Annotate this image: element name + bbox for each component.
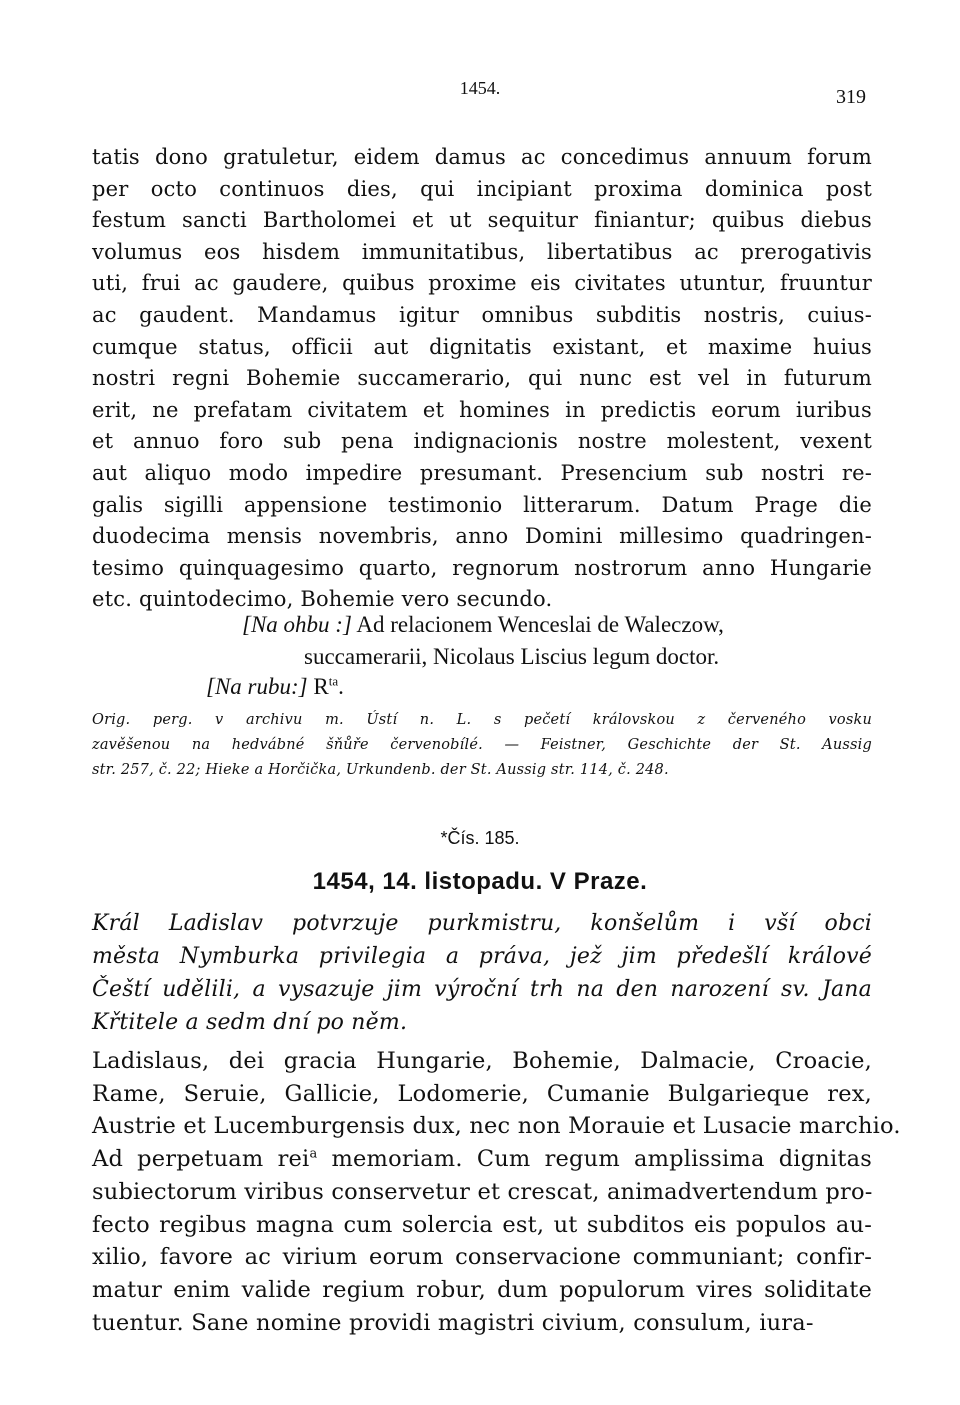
charter-text-line: tatis dono gratuletur, eidem damus ac concedimus annuum forum [92, 145, 872, 169]
page-number: 319 [836, 86, 866, 108]
charter-text-line: Ladislaus, dei gracia Hungarie, Bohemie, Dalmacie, Croacie, [92, 1048, 872, 1074]
regest-line: Čeští udělili, a vysazuje jim výroční trh na den narození sv. Jana [92, 977, 872, 1002]
source-note-line: zavěšenou na hedvábné šňůře červenobílé. — Feistner, Geschichte der St. Aussig [92, 737, 872, 753]
charter-text-line: tesimo quinquagesimo quarto, regnorum nostrorum anno Hungarie [92, 555, 872, 580]
charter-text-line: per octo continuos dies, qui incipiant proxima dominica post [92, 176, 872, 201]
verso-note [206, 674, 344, 700]
regest-line: Křtitele a sedm dní po něm. [92, 1010, 408, 1035]
source-note-line: Orig. perg. v archivu m. Ústí n. L. s pečetí královskou z červeného vosku [92, 712, 872, 728]
charter-text-continued [92, 142, 872, 616]
source-note-line: str. 257, č. 22; Hieke a Horčička, Urkundenb. der St. Aussig str. 114, č. 248. [92, 762, 669, 778]
regest-line: města Nymburka privilegia a práva, jež jim předešlí králové [92, 944, 872, 969]
plica-text-2: succamerarii, Nicolaus Liscius legum doctor. [304, 644, 720, 669]
plica-note-line-2 [304, 644, 719, 670]
charter-text-line: festum sancti Bartholomei et ut sequitur finiantur; quibus diebus [92, 208, 872, 233]
charter-text-line: nostri regni Bohemie succamerario, qui nunc est vel in futurum [92, 366, 872, 391]
charter-text-line: duodecima mensis novembris, anno Domini millesimo quadringen- [92, 524, 872, 549]
charter-text-line: aut aliquo modo impedire presumant. Presencium sub nostri re- [92, 460, 872, 485]
verso-text: R [313, 674, 329, 699]
charter-text-line: xilio, favore ac virium eorum conservacione communiant; confir- [92, 1244, 872, 1271]
charter-text-line: etc. quintodecimo, Bohemie vero secundo. [92, 587, 553, 612]
plica-label: [Na ohbu :] [242, 612, 352, 637]
plica-note-line-1 [242, 612, 724, 638]
plica-text-1: Ad relacionem Wenceslai de Waleczow, [356, 612, 724, 637]
footnote-marker: a [309, 1146, 318, 1162]
document-number: *Čís. 185. [440, 828, 520, 848]
charter-text-line: matur enim valide regium robur, dum populorum vires soliditate [92, 1276, 872, 1303]
charter-text-line: Austrie et Lucemburgensis dux, nec non Morauie et Lusacie marchio. [92, 1113, 901, 1140]
charter-text-line: fecto regibus magna cum solercia est, ut subditos eis populos au- [92, 1211, 872, 1238]
verso-end: . [338, 674, 344, 699]
charter-text-new [92, 1045, 901, 1339]
regest-line: Král Ladislav potvrzuje purkmistru, konšelům i vší obci [92, 911, 872, 936]
charter-text-text: Ad perpetuam rei [92, 1146, 310, 1173]
charter-text-line: ac gaudent. Mandamus igitur omnibus subditis nostris, cuius- [92, 302, 872, 327]
source-note [92, 708, 872, 783]
verso-label: [Na rubu:] [206, 674, 308, 699]
charter-text-line: tuentur. Sane nomine providi magistri civium, consulum, iura- [92, 1309, 814, 1336]
charter-text-line: subiectorum viribus conservetur et crescat, animadvertendum pro- [92, 1178, 873, 1205]
charter-text-line: cumque status, officii aut dignitatis existant, et maxime huius [92, 334, 872, 359]
document-heading: 1454, 14. listopadu. V Praze. [312, 868, 648, 895]
regest-summary [92, 907, 872, 1039]
charter-text-line: erit, ne prefatam civitatem et homines in predictis eorum iuribus [92, 397, 872, 422]
charter-text-line: Rame, Seruie, Gallicie, Lodomerie, Cumanie Bulgarieque rex, [92, 1080, 872, 1107]
verso-superscript: ta [328, 673, 339, 689]
charter-text-line: et annuo foro sub pena indignacionis nostre molestent, vexent [92, 429, 872, 454]
charter-text-line [92, 1143, 872, 1176]
charter-text-line: volumus eos hisdem immunitatibus, libertatibus ac prerogativis [92, 239, 872, 264]
charter-text-line: uti, frui ac gaudere, quibus proxime eis civitates utuntur, fruuntur [92, 271, 872, 296]
charter-text-line: galis sigilli appensione testimonio litterarum. Datum Prage die [92, 492, 872, 517]
running-header-year: 1454. [459, 78, 501, 98]
charter-text-text: memoriam. Cum regum amplissima dignitas [317, 1146, 872, 1173]
